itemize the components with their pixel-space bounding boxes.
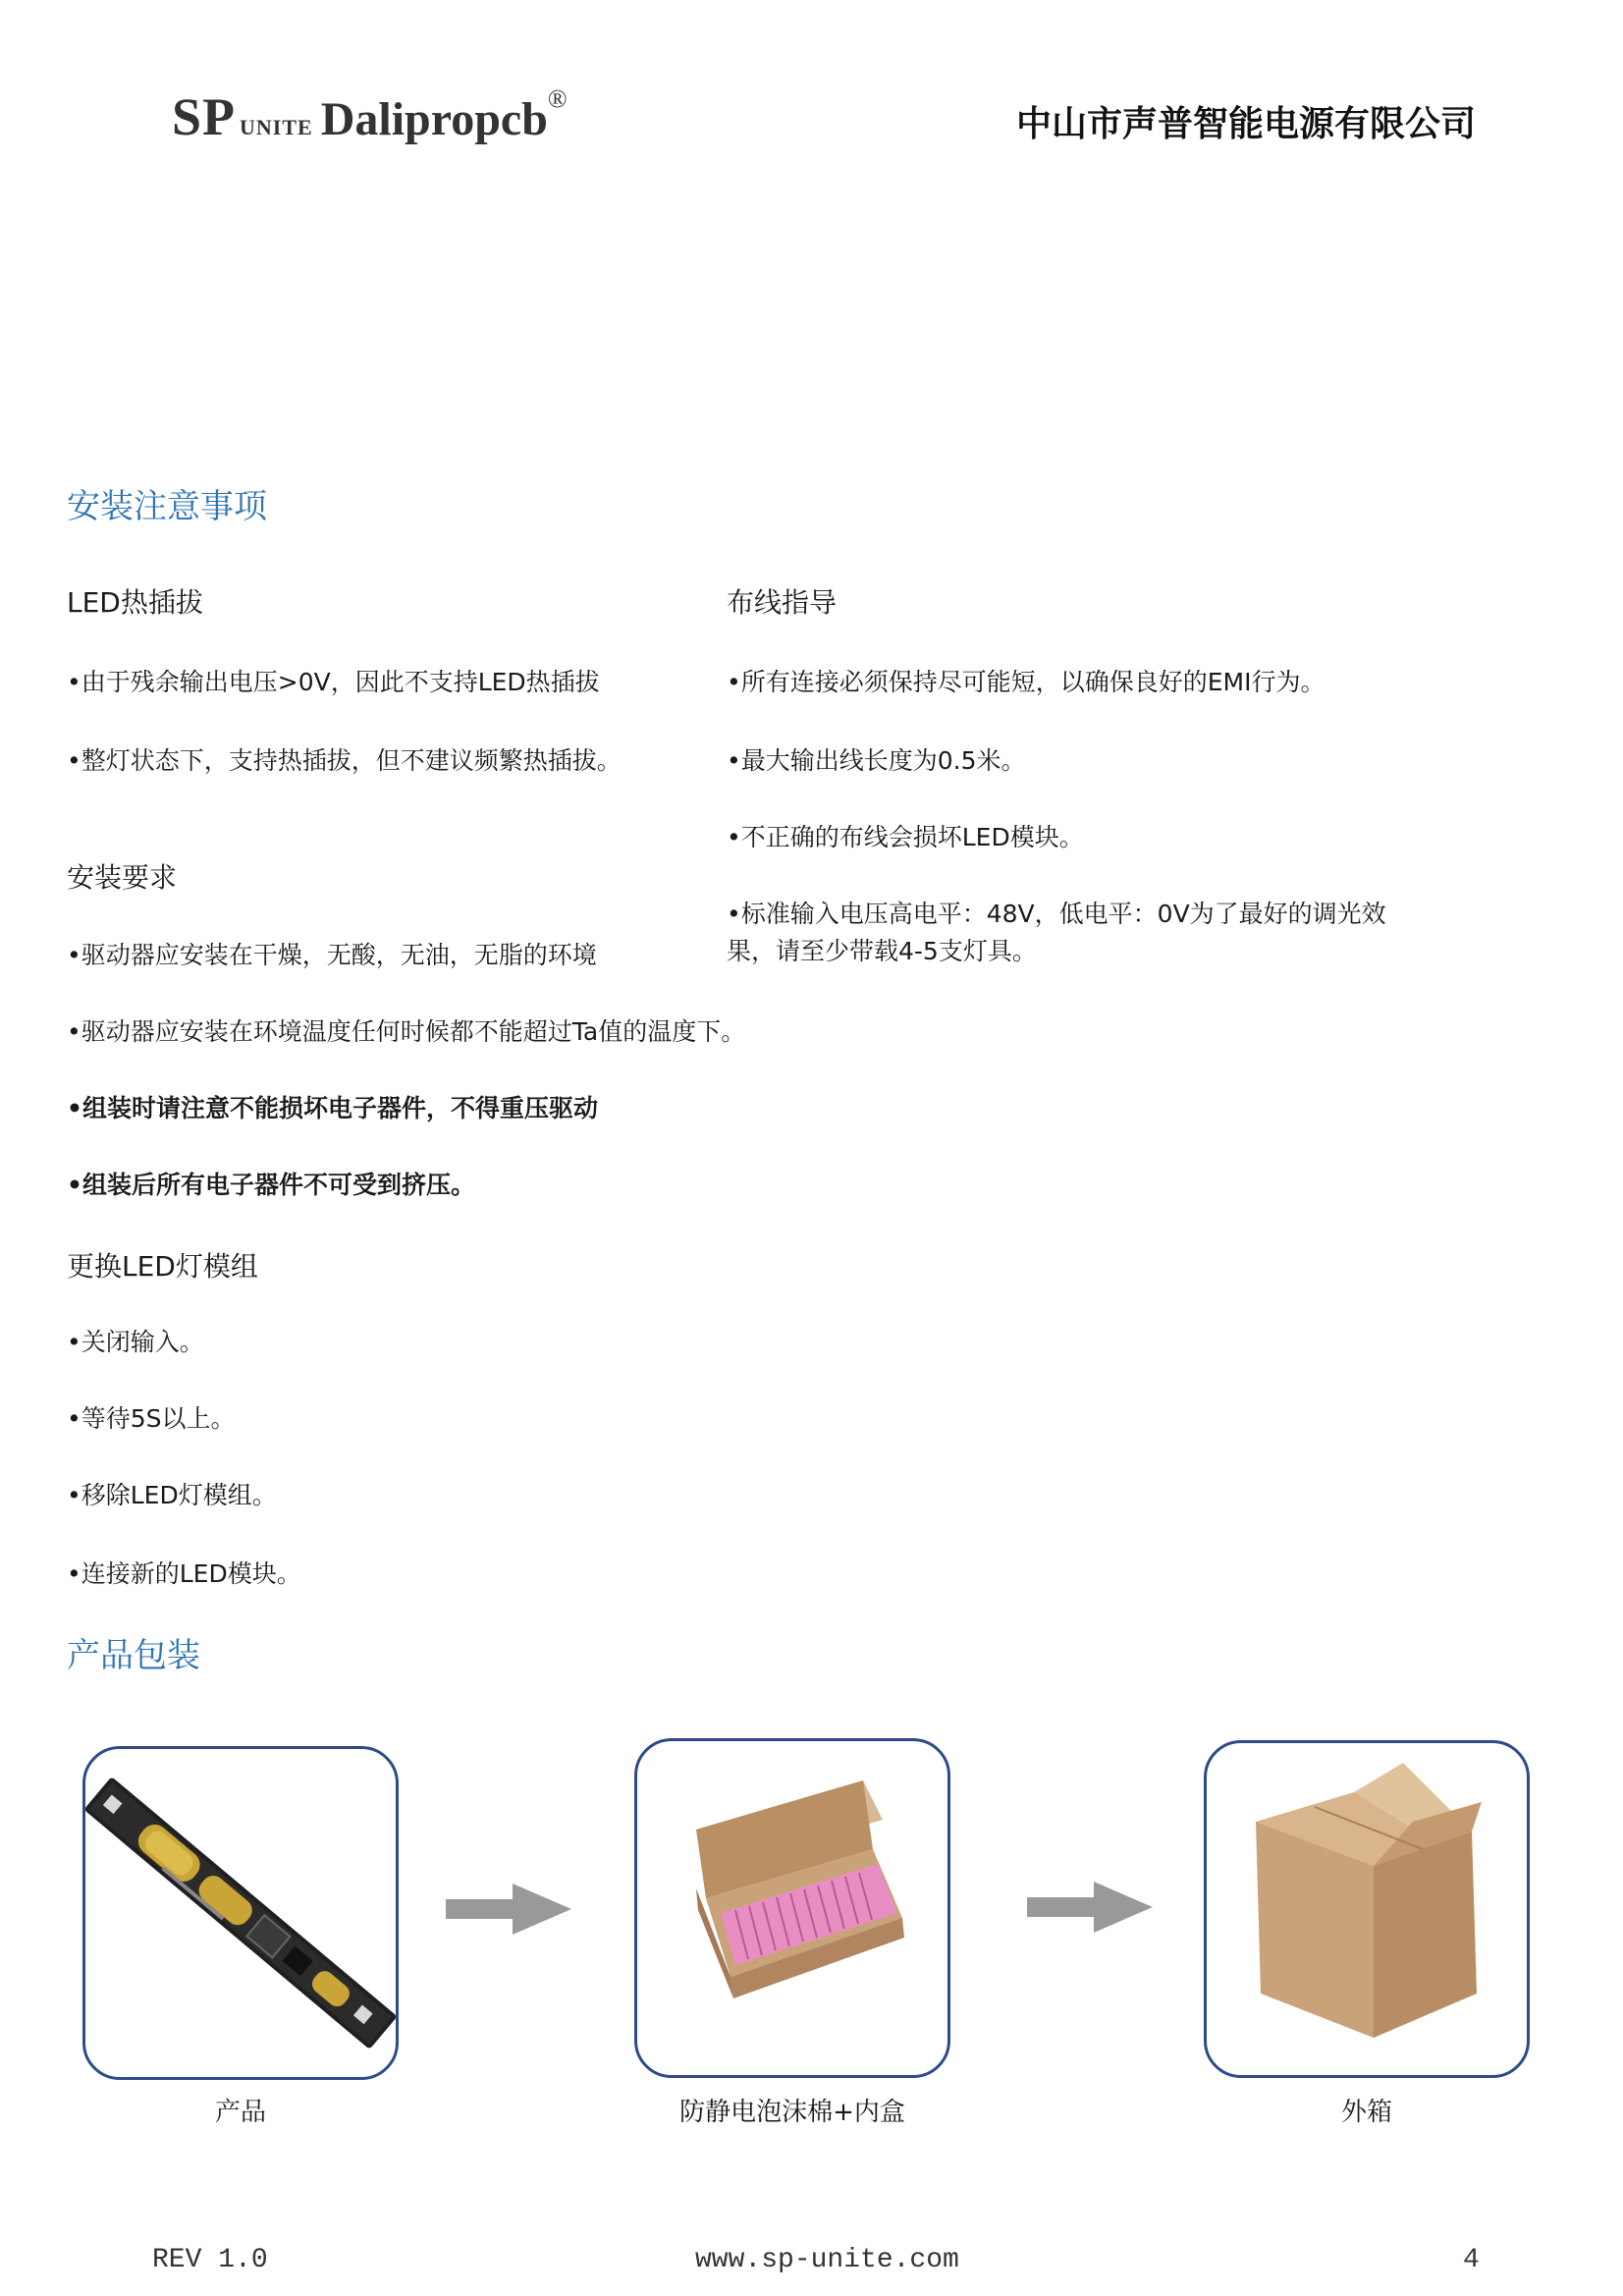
- arrow-right-icon: [446, 1884, 571, 1935]
- company-name: 中山市声普智能电源有限公司: [1015, 104, 1476, 144]
- requirements-item: •驱动器应安装在干燥，无酸，无油，无脂的环境: [67, 941, 597, 969]
- replace-item: •连接新的LED模块。: [67, 1559, 301, 1588]
- footer-website[interactable]: www.sp-unite.com: [695, 2245, 959, 2275]
- wiring-item: •标准输入电压高电平：48V，低电平：0V为了最好的调光效果，请至少带载4-5支灯具。: [727, 900, 1386, 965]
- replace-item: •移除LED灯模组。: [67, 1481, 277, 1509]
- led-driver-board-image: [85, 1749, 396, 2077]
- wiring-item: •最大输出线长度为0.5米。: [727, 746, 1026, 775]
- requirements-item: •驱动器应安装在环境温度任何时候都不能超过Ta值的温度下。: [67, 1017, 746, 1046]
- install-section-title: 安装注意事项: [67, 487, 267, 526]
- wiring-item: •所有连接必须保持尽可能短，以确保良好的EMI行为。: [727, 668, 1325, 696]
- hotplug-heading: LED热插拔: [67, 586, 203, 619]
- carton-box-image: [1207, 1743, 1527, 2075]
- requirements-heading: 安装要求: [67, 861, 178, 894]
- product-caption: 产品: [214, 2098, 266, 2127]
- hotplug-item: •由于残余输出电压>0V，因此不支持LED热插拔: [67, 668, 600, 696]
- replace-item: •关闭输入。: [67, 1328, 204, 1356]
- replace-item: •等待5S以上。: [67, 1404, 236, 1433]
- inner-box-caption: 防静电泡沫棉+内盒: [679, 2098, 905, 2127]
- inner-box-image: [637, 1741, 947, 2075]
- wiring-item: •不正确的布线会损坏LED模块。: [727, 823, 1084, 851]
- wiring-heading: 布线指导: [727, 586, 838, 619]
- logo-sp: SP: [172, 87, 237, 146]
- carton-box-image-frame: [1204, 1740, 1530, 2078]
- product-image-frame: [82, 1746, 399, 2080]
- arrow-right-icon: [1027, 1882, 1153, 1933]
- carton-caption: 外箱: [1340, 2098, 1392, 2127]
- footer-page-number: 4: [1463, 2245, 1480, 2275]
- footer-revision: REV 1.0: [152, 2245, 268, 2275]
- requirements-item-bold: •组装时请注意不能损坏电子器件，不得重压驱动: [67, 1094, 598, 1122]
- hotplug-item: •整灯状态下，支持热插拔，但不建议频繁热插拔。: [67, 746, 622, 775]
- packaging-section-title: 产品包装: [67, 1636, 200, 1675]
- replace-heading: 更换LED灯模组: [67, 1250, 258, 1283]
- logo-brand: Dalipropcb: [320, 93, 548, 145]
- logo-unite: UNITE: [240, 115, 313, 139]
- brand-logo: [172, 86, 568, 147]
- logo-registered-mark: ®: [547, 84, 568, 113]
- requirements-item-bold: •组装后所有电子器件不可受到挤压。: [67, 1171, 475, 1199]
- inner-box-image-frame: [634, 1738, 950, 2078]
